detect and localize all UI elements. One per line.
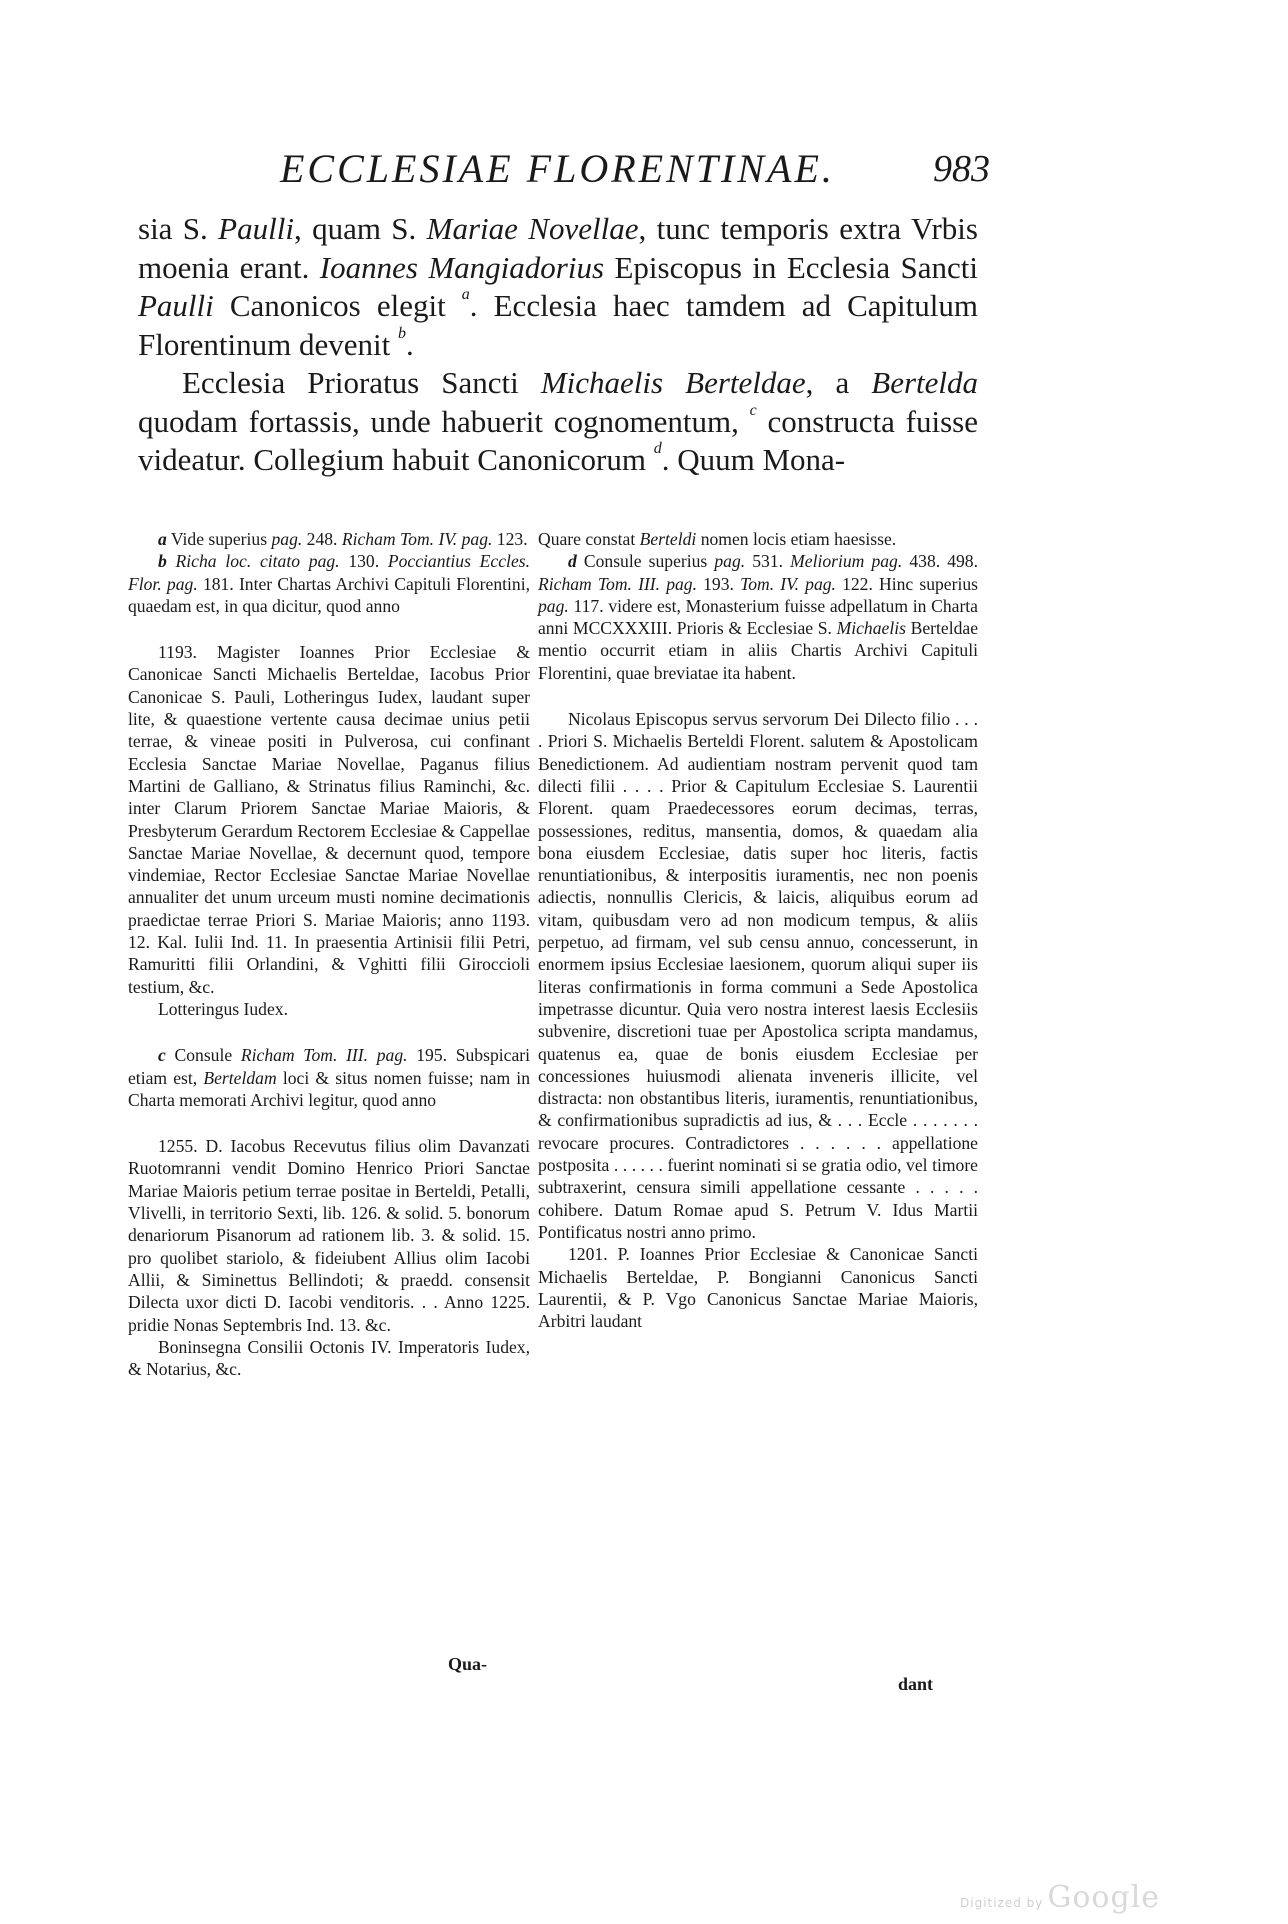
footnote-c-continuation: Quare constat Berteldi nomen locis etiam haesisse. [538,529,897,549]
footnote-c-signature: Boninsegna Consilii Octonis IV. Imperatoris Iudex, & Notarius, &c. [128,1336,530,1380]
footnote-marker-c: c [749,401,757,419]
footnote-d: d Consule superius pag. 531. Meliorium pag. 438. 498. Richam Tom. III. pag. 193. Tom. IV. pag. 122. Hinc superius pag. 117. videre est, Monasterium fuisse adpellatum in Charta anni MCCXXXIII. Prioris & Ecclesiae S. Michaelis Berteldae mentio occurrit etiam in aliis Chartis Archivi Capituli Florentini, quae breviatae ita habent. [538,551,979,683]
google-watermark: Digitized by Google [960,1880,1161,1915]
papal-letter: Nicolaus Episcopus servus servorum Dei Dilecto filio . . . . Priori S. Michaelis Berteldi Florent. salutem & Apostolicam Benedictionem. Ad audientiam nostram pervenit quod tam dilecti filii . . . . Prior & Capitulum Ecclesiae S. Laurentii Florent. quam Praedecessores eorum decimas, terras, possessiones, reditus, mansentia, domos, & quaedam alia bona eiusdem Ecclesiae, datis super hoc literis, factis renuntiationibus, & interpositis iuramentis, nec non poenis adiectis, nonnullis Clericis, & laicis, aliquibus eorum ad vitam, quibusdam vero ad non modicum tempus, & aliis perpetuo, ad firmam, vel sub censu annuo, concesserunt, in enormem ipsius Ecclesiae laesionem, quorum aliqui super iis literas confirmationis in forma communi a Sede Apostolica impetrasse dicuntur. Quia vero nostra interest laesis Ecclesiis subvenire, discretioni tuae per Apostolica scripta mandamus, quatenus ea, quae de bonis eiusdem Ecclesiae per concessiones huiusmodi alienata inveneris illicite, vel distracta: non obstantibus literis, iuramentis, renuntiationibus, & confirmationibus supradictis ad ius, & . . . Eccle . . . . . . . revocare procures. Contradictores . . . . . . appellatione postposita . . . . . . fuerint nominati si se gratia odio, vel timore subtraxerint, censura simili appellatione cessante . . . . . cohibere. Datum Romae apud S. Petrum V. Idus Martii Pontificatus nostri anno primo. [538,709,978,1242]
running-head [270,145,990,195]
catchword-left: Qua- [448,1654,488,1674]
footnotes-right-column [538,528,978,1332]
footnote-marker-b: b [398,324,407,342]
footnote-marker-d: d [653,440,662,457]
main-paragraph-1: sia S. Paulli, quam S. Mariae Novellae, tunc temporis extra Vrbis moenia erant. Ioannes Mangiadorius Episcopus in Ecclesia Sancti Paulli Canonicos elegit $^a$. Ecclesia haec tamdem ad Capitulum Florentinum devenit $^b$. [138,211,979,362]
footnote-c: c Consule Richam Tom. III. pag. 195. Subspicari etiam est, Berteldam loci & situs nomen fuisse; nam in Charta memorati Archivi legitur, quod anno [128,1045,530,1110]
running-title: ECCLESIAE FLORENTINAE. [280,146,835,191]
main-paragraph-2: Ecclesia Prioratus Sancti Michaelis Berteldae, a Bertelda quodam fortassis, unde habuerit cognomentum, $^c$ constructa fuisse videatur. Collegium habuit Canonicorum $^d$. Quum Mona- [138,365,979,477]
main-text [138,210,978,480]
footnote-b: b Richa loc. citato pag. 130. Pocciantius Eccles. Flor. pag. 181. Inter Chartas Archivi Capituli Florentini, quaedam est, in qua dicitur, quod anno [128,551,530,616]
footnote-c-charter: 1255. D. Iacobus Recevutus filius olim Davanzati Ruotomranni vendit Domino Henrico Priori Sanctae Mariae Maioris petium terrae positae in Berteldi, Petalli, Vlivelli, in territorio Sexti, lib. 126. & solid. 5. bonorum denariorum Pisanorum ad rationem lib. 3. & solid. 15. pro quolibet stariolo, & fideiubent Allius olim Iacobi Allii, & Siminettus Bellindoti; & praedd. consensit Dilecta uxor dicti D. Iacobi venditoris. . . Anno 1225. pridie Nonas Septembris Ind. 13. &c. [128,1136,530,1335]
catchword-right: dant [898,1674,934,1694]
footnote-d-charter-1201: 1201. P. Ioannes Prior Ecclesiae & Canonicae Sancti Michaelis Berteldae, P. Bongianni Canonicus Sancti Laurentii, & P. Vgo Canonicus Sanctae Mariae Maioris, Arbitri laudant [538,1244,978,1332]
footnote-b-signature: Lotteringus Iudex. [158,998,288,1019]
footnote-marker-a: a [461,286,470,303]
page-number: 983 [933,148,990,190]
footnote-a: a Vide superius pag. 248. Richam Tom. IV. pag. 123. [158,529,528,549]
footnote-b-charter: 1193. Magister Ioannes Prior Ecclesiae & Canonicae Sancti Michaelis Berteldae, Iacobus Prior Canonicae S. Pauli, Lotheringus Iudex, laudant super lite, & quaestione vertente causa decimae unius petii terrae, & vineae positi in Pulverosa, cui confinant Ecclesia Sanctae Mariae Novellae, Paganus filius Martini de Galliano, & Strinatus filius Raminchi, &c. inter Clarum Priorem Sanctae Mariae Maioris, & Presbyterum Gerardum Rectorem Ecclesiae & Cappellae Sanctae Mariae Novellae, & decernunt quod, tempore vindemiae, Rector Ecclesiae Sanctae Mariae Novellae annualiter det unum urceum musti nomine decimationis praedictae terrae Priori S. Mariae Maioris; anno 1193. 12. Kal. Iulii Ind. 11. In praesentia Artinisii filii Petri, Ramuritti filii Orlandini, & Vghitti filii Giroccioli testium, &c. [128,642,530,997]
footnotes-left-column [128,528,530,1380]
